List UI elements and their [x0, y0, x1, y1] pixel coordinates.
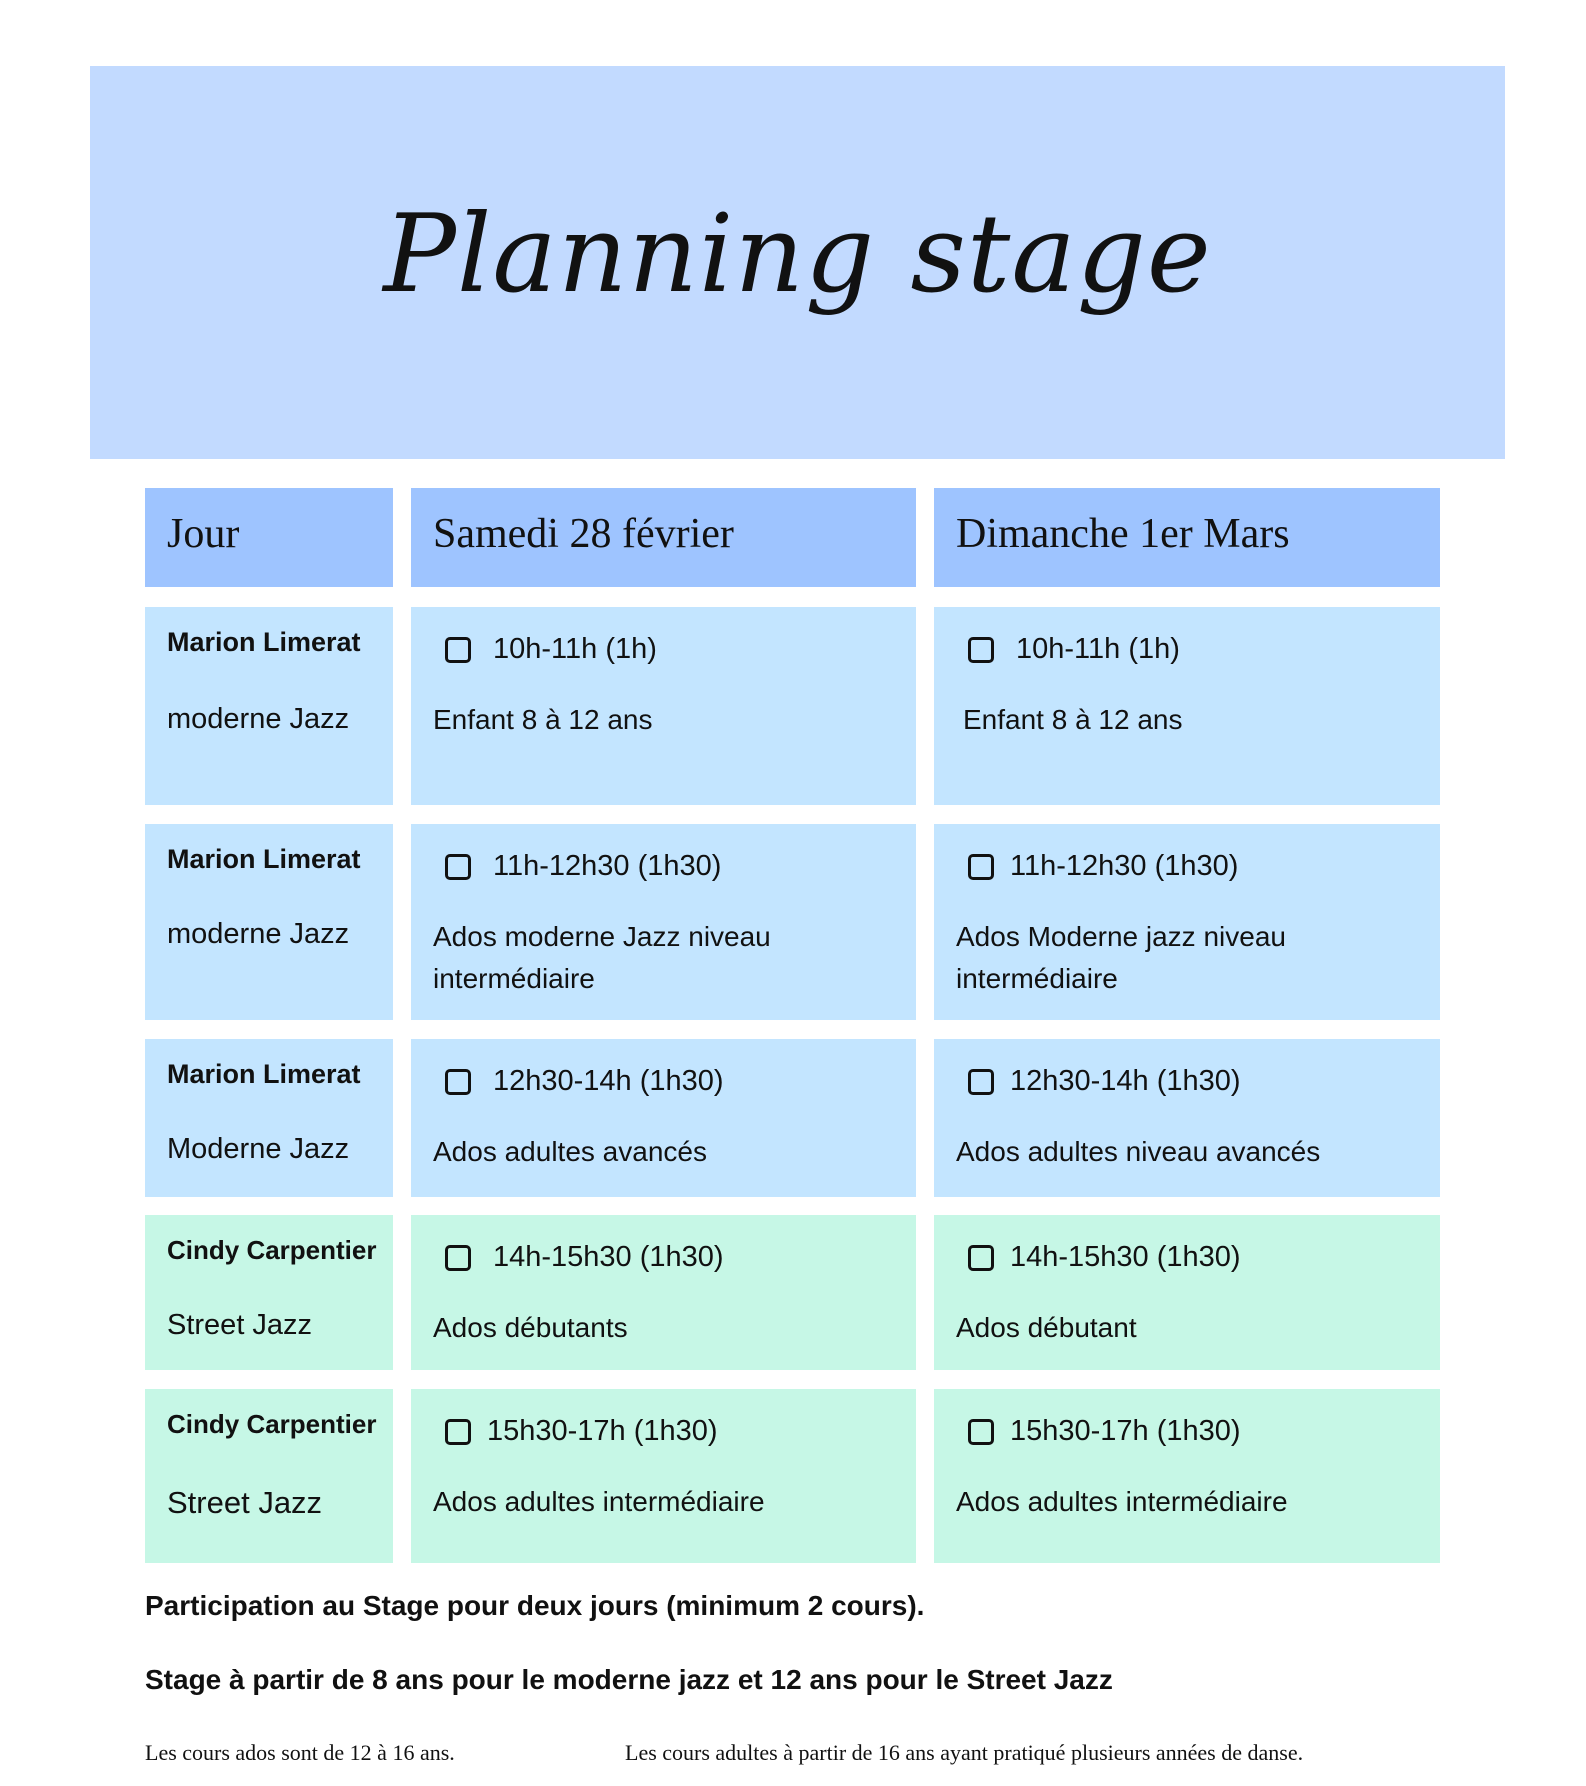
- checkbox[interactable]: [445, 637, 471, 663]
- slot-description: Ados adultes intermédiaire: [433, 1486, 765, 1517]
- sunday-slot: [934, 1215, 1440, 1370]
- slot-description: Enfant 8 à 12 ans: [963, 704, 1183, 735]
- slot-time: 11h-12h30 (1h30): [493, 850, 722, 882]
- slot-time: 10h-11h (1h): [1016, 633, 1180, 665]
- instructor-cell: [145, 1215, 393, 1370]
- slot-description: Ados adultes avancés: [433, 1136, 707, 1167]
- instructor-name: Marion Limerat: [167, 844, 361, 874]
- checkbox[interactable]: [968, 1245, 994, 1271]
- participation-note: Participation au Stage pour deux jours (minimum 2 cours).: [145, 1590, 925, 1621]
- checkbox[interactable]: [445, 1245, 471, 1271]
- instructor-name: Marion Limerat: [167, 1059, 361, 1089]
- saturday-slot: [411, 1039, 916, 1197]
- instructor-cell: [145, 1039, 393, 1197]
- header-saturday: [411, 488, 916, 587]
- header-sunday: [934, 488, 1440, 587]
- age-note: Stage à partir de 8 ans pour le moderne jazz et 12 ans pour le Street Jazz: [145, 1664, 1113, 1695]
- checkbox[interactable]: [968, 1419, 994, 1445]
- header-label: Jour: [167, 511, 240, 557]
- sunday-slot: [934, 1389, 1440, 1563]
- header-label: Dimanche 1er Mars: [956, 511, 1290, 557]
- dance-style: Street Jazz: [167, 1309, 313, 1341]
- dance-style: moderne Jazz: [167, 918, 350, 950]
- checkbox[interactable]: [445, 1419, 471, 1445]
- slot-description: Enfant 8 à 12 ans: [433, 704, 653, 735]
- saturday-slot: [411, 824, 916, 1020]
- sunday-slot: [934, 607, 1440, 805]
- page-title: Planning stage: [383, 192, 1212, 317]
- slot-description: Ados moderne Jazz niveau intermédiaire: [433, 921, 771, 994]
- instructor-name: Marion Limerat: [167, 627, 361, 657]
- checkbox[interactable]: [445, 854, 471, 880]
- instructor-cell: [145, 607, 393, 805]
- instructor-cell: [145, 1389, 393, 1563]
- dance-style: Moderne Jazz: [167, 1133, 350, 1165]
- instructor-cell: [145, 824, 393, 1020]
- slot-time: 14h-15h30 (1h30): [493, 1241, 724, 1273]
- slot-time: 10h-11h (1h): [493, 633, 657, 665]
- sunday-slot: [934, 824, 1440, 1020]
- saturday-slot: [411, 607, 916, 805]
- checkbox[interactable]: [968, 1069, 994, 1095]
- title-banner: [90, 66, 1505, 459]
- header-label: Samedi 28 février: [433, 511, 734, 557]
- slot-time: 14h-15h30 (1h30): [1010, 1241, 1241, 1273]
- dance-style: moderne Jazz: [167, 703, 350, 735]
- dance-style: Street Jazz: [167, 1485, 323, 1520]
- slot-description: Ados Moderne jazz niveau intermédiaire: [956, 921, 1286, 994]
- sunday-slot: [934, 1039, 1440, 1197]
- slot-time: 15h30-17h (1h30): [487, 1415, 718, 1447]
- slot-description: Ados adultes intermédiaire: [956, 1486, 1288, 1517]
- checkbox[interactable]: [968, 854, 994, 880]
- checkbox[interactable]: [968, 637, 994, 663]
- header-jour: [145, 488, 393, 587]
- ados-note: Les cours ados sont de 12 à 16 ans.: [145, 1740, 455, 1765]
- slot-description: Ados débutants: [433, 1312, 628, 1343]
- slot-time: 12h30-14h (1h30): [493, 1065, 724, 1097]
- slot-time: 11h-12h30 (1h30): [1010, 850, 1239, 882]
- slot-time: 12h30-14h (1h30): [1010, 1065, 1241, 1097]
- saturday-slot: [411, 1215, 916, 1370]
- slot-description: Ados débutant: [956, 1312, 1137, 1343]
- saturday-slot: [411, 1389, 916, 1563]
- instructor-name: Cindy Carpentier: [167, 1235, 377, 1265]
- slot-time: 15h30-17h (1h30): [1010, 1415, 1241, 1447]
- checkbox[interactable]: [445, 1069, 471, 1095]
- instructor-name: Cindy Carpentier: [167, 1409, 377, 1439]
- adultes-note: Les cours adultes à partir de 16 ans ayant pratiqué plusieurs années de danse.: [625, 1740, 1304, 1765]
- slot-description: Ados adultes niveau avancés: [956, 1136, 1321, 1167]
